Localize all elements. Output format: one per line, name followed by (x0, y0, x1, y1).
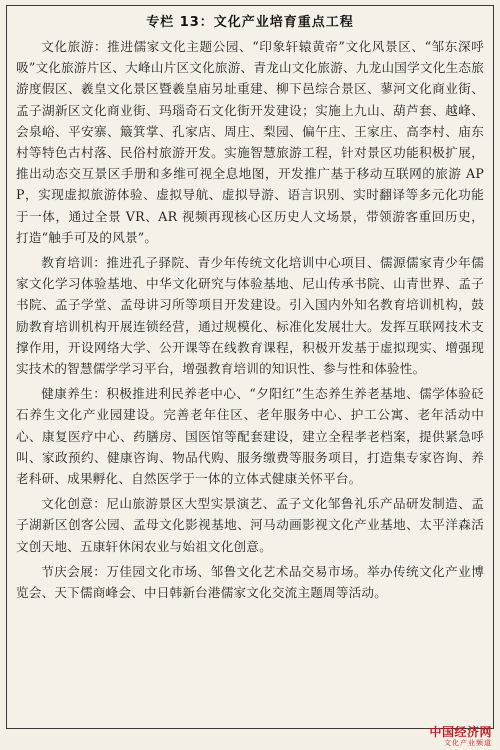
source-watermark (408, 726, 492, 748)
paragraph-health-wellness: 健康养生：积极推进利民养老中心、“夕阳红”生态养生养老基地、儒学体验砭石养生文化产业园建设。完善老年住区、老年服务中心、护工公寓、老年活动中心、康复医疗中心、药膳房、国医馆等配套建设，建立全程孝老档案，提供紧急呼叫、家政预约、健康咨询、物品代购、服务缴费等服务项目，打造集专家咨询、养老科研、成果孵化、自然医学于一体的立体式健康关怀平台。 (16, 386, 484, 487)
paragraph-education-training: 教育培训：推进孔子驿院、青少年传统文化培训中心项目、儒源儒家青少年儒家文化学习体验基地、中华文化研究与体验基地、尼山传承书院、山青世界、孟子书院、孟子学堂、孟母讲习所等项目开发建设。引入国内外知名教育培训机构，鼓励教育培训机构开展连锁经营，通过规模化、标准化发展壮大。发挥互联网技术支撑作用，开设网络大学、公开课等在线教育课程，积极开发基于虚拟现实、增强现实技术的智慧儒学学习平台，增强教育培训的知识性、参与性和体验性。 (16, 255, 484, 377)
watermark-channel-text: 文化产业频道 (444, 739, 492, 747)
paragraph-cultural-tourism: 文化旅游：推进儒家文化主题公园、“印象轩辕黄帝”文化风景区、“邹东深呼吸”文化旅游片区、大峰山片区文化旅游、青龙山文化旅游、九龙山国学文化生态旅游度假区、羲皇文化景区暨羲皇庙另址重建、柳下邑综合景区、蓼河文化商业街、孟子湖新区文化商业街、玛瑙奇石文化街开发建设；实施上九山、葫芦套、越峰、会泉峪、平安寨、簸箕掌、孔家店、周庄、梨园、偏午庄、王家庄、高李村、庙东村等特色古村落、民俗村旅游开发。实施智慧旅游工程，针对景区功能积极扩展，推出动态交互景区手册和多维可视全息地图，开发推广基于移动互联网的旅游 APP，实现虚拟旅游体验、虚拟导航、虚拟导游、语言识别、实时翻译等多元化功能于一体，通过全景 VR、AR 视频再现核心区历史人文场景，带领游客重回历史，打造“触手可及的风景”。 (16, 39, 484, 245)
column-box (6, 5, 494, 729)
watermark-logo-text: 中国经济网 (429, 725, 492, 739)
column-title: 专栏 13：文化产业培育重点工程 (146, 15, 354, 30)
column-content (16, 36, 484, 607)
paragraph-festivals-exhibitions: 节庆会展：万佳园文化市场、邹鲁文化艺术品交易市场。举办传统文化产业博览会、天下儒商峰会、中日韩新台港儒家文化交流主题周等活动。 (16, 563, 484, 601)
paragraph-cultural-creativity: 文化创意：尼山旅游景区大型实景演艺、孟子文化邹鲁礼乐产品研发制造、孟子湖新区创客公园、孟母文化影视基地、河马动画影视文化产业基地、太平洋森活文创天地、五康轩休闲农业与始祖文化创意。 (16, 496, 484, 554)
